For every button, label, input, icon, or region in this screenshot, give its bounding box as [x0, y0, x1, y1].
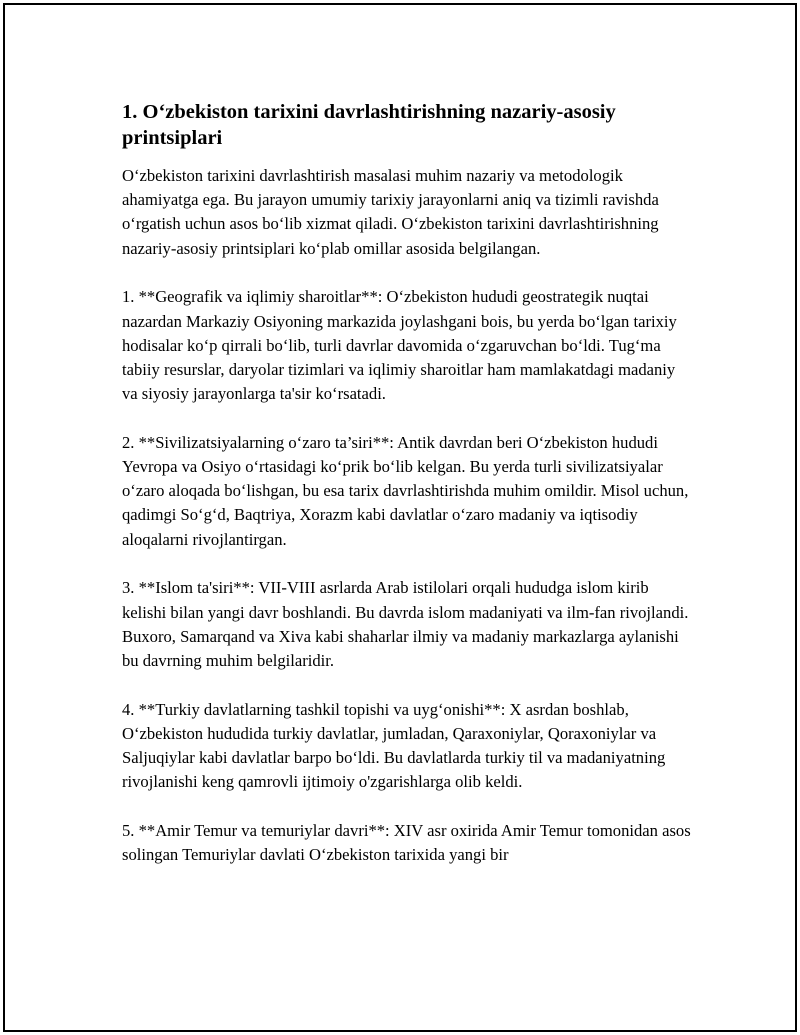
page-frame: [3, 3, 797, 1032]
paragraph-sivilizatsiyalar: 2. **Sivilizatsiyalarning o‘zaro ta’siri**: Antik davrdan beri O‘zbekiston hududi Yevropa va Osiyo o‘rtasidagi ko‘prik bo‘lib kelgan. Bu yerda turli sivilizatsiyalar o‘zaro aloqada bo‘lishgan, bu esa tarix davrlashtirishda muhim omildir. Misol uchun, qadimgi So‘g‘d, Baqtriya, Xorazm kabi davlatlar o‘zaro madaniy va iqtisodiy aloqalarni rivojlantirgan.: [122, 432, 689, 549]
paragraph-islom: 3. **Islom ta'siri**: VII-VIII asrlarda Arab istilolari orqali hududga islom kirib kelishi bilan yangi davr boshlandi. Bu davrda islom madaniyati va ilm-fan rivojlandi. Buxoro, Samarqand va Xiva kabi shaharlar ilmiy va madaniy markazlarga aylanishi bu davrning muhim belgilaridir.: [122, 578, 689, 670]
intro-paragraph: O‘zbekiston tarixini davrlashtirish masalasi muhim nazariy va metodologik ahamiyatga ega. Bu jarayon umumiy tarixiy jarayonlarni aniq va tizimli ravishda o‘rgatish uchun asos bo‘lib xizmat qiladi. O‘zbekiston tarixini davrlashtirishning nazariy-asosiy printsiplari ko‘plab omillar asosida belgilangan.: [122, 166, 659, 258]
paragraph-turkiy-davlatlar: 4. **Turkiy davlatlarning tashkil topishi va uyg‘onishi**: X asrdan boshlab, O‘zbekiston hududida turkiy davlatlar, jumladan, Qaraxoniylar, Qoraxoniylar va Saljuqiylar kabi davlatlar barpo bo‘ldi. Bu davlatlarda turkiy til va madaniyatning rivojlanishi keng qamrovli ijtimoiy o'zgarishlarga olib keldi.: [122, 699, 666, 792]
paragraph-amir-temur: 5. **Amir Temur va temuriylar davri**: XIV asr oxirida Amir Temur tomonidan asos solingan Temuriylar davlati O‘zbekiston tarixida yangi bir: [122, 820, 691, 865]
document-body: [122, 99, 692, 892]
document-title: 1. O‘zbekiston tarixini davrlashtirishning nazariy-asosiy printsiplari: [122, 101, 616, 149]
paragraph-geografik: 1. **Geografik va iqlimiy sharoitlar**: O‘zbekiston hududi geostrategik nuqtai nazardan Markaziy Osiyoning markazida joylashgani bois, bu yerda bo‘lgan tarixiy hodisalar ko‘p qirrali bo‘lib, turli davrlar davomida o‘zgaruvchan bo‘ldi. Tug‘ma tabiiy resurslar, daryolar tizimlari va iqlimiy sharoitlar ham mamlakatdagi madaniy va siyosiy jarayonlarga ta'sir ko‘rsatadi.: [122, 287, 677, 404]
